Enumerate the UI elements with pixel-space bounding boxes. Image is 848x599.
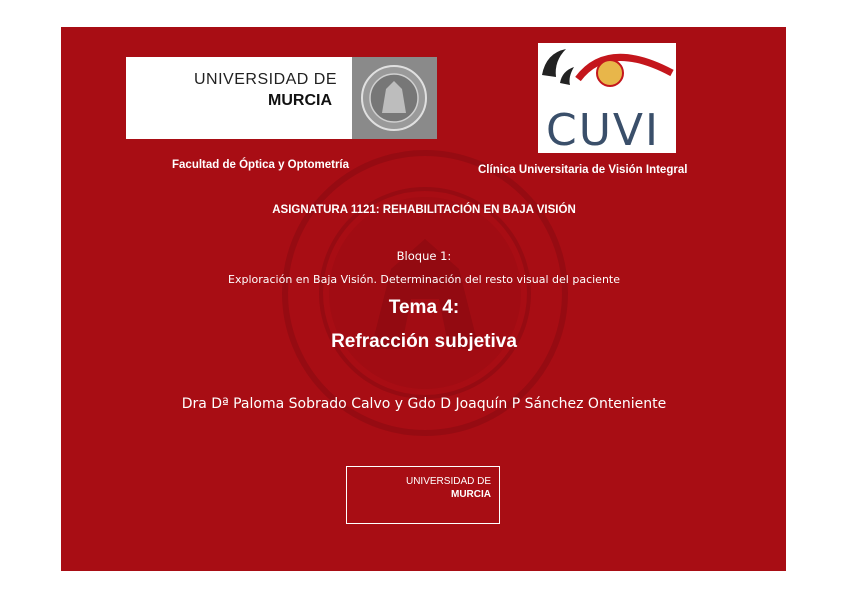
cuvi-logo-text: CUVI	[546, 105, 661, 156]
um-logo-line2: MURCIA	[268, 92, 332, 109]
subject-title: ASIGNATURA 1121: REHABILITACIÓN EN BAJA VISIÓN	[272, 204, 576, 216]
clinic-name: Clínica Universitaria de Visión Integral	[478, 164, 688, 176]
um-logo-line1: UNIVERSIDAD DE	[194, 71, 338, 88]
block-label: Bloque 1:	[396, 249, 452, 263]
footer-logo-line2: MURCIA	[451, 489, 491, 500]
page-title: Refracción subjetiva	[331, 331, 517, 352]
university-seal-watermark	[281, 149, 569, 437]
um-seal-icon	[352, 57, 437, 139]
authors: Dra Dª Paloma Sobrado Calvo y Gdo D Joaquín P Sánchez Onteniente	[181, 396, 667, 412]
cuvi-swoosh-icon	[542, 49, 566, 77]
block-description: Exploración en Baja Visión. Determinación del resto visual del paciente	[228, 273, 620, 286]
cuvi-logo	[538, 43, 676, 156]
footer-logo-line1: UNIVERSIDAD DE	[405, 476, 491, 487]
universidad-murcia-logo	[126, 57, 437, 139]
faculty-name: Facultad de Óptica y Optometría	[172, 159, 350, 171]
tema-label: Tema 4:	[388, 297, 460, 318]
universidad-murcia-footer-logo	[346, 466, 500, 524]
